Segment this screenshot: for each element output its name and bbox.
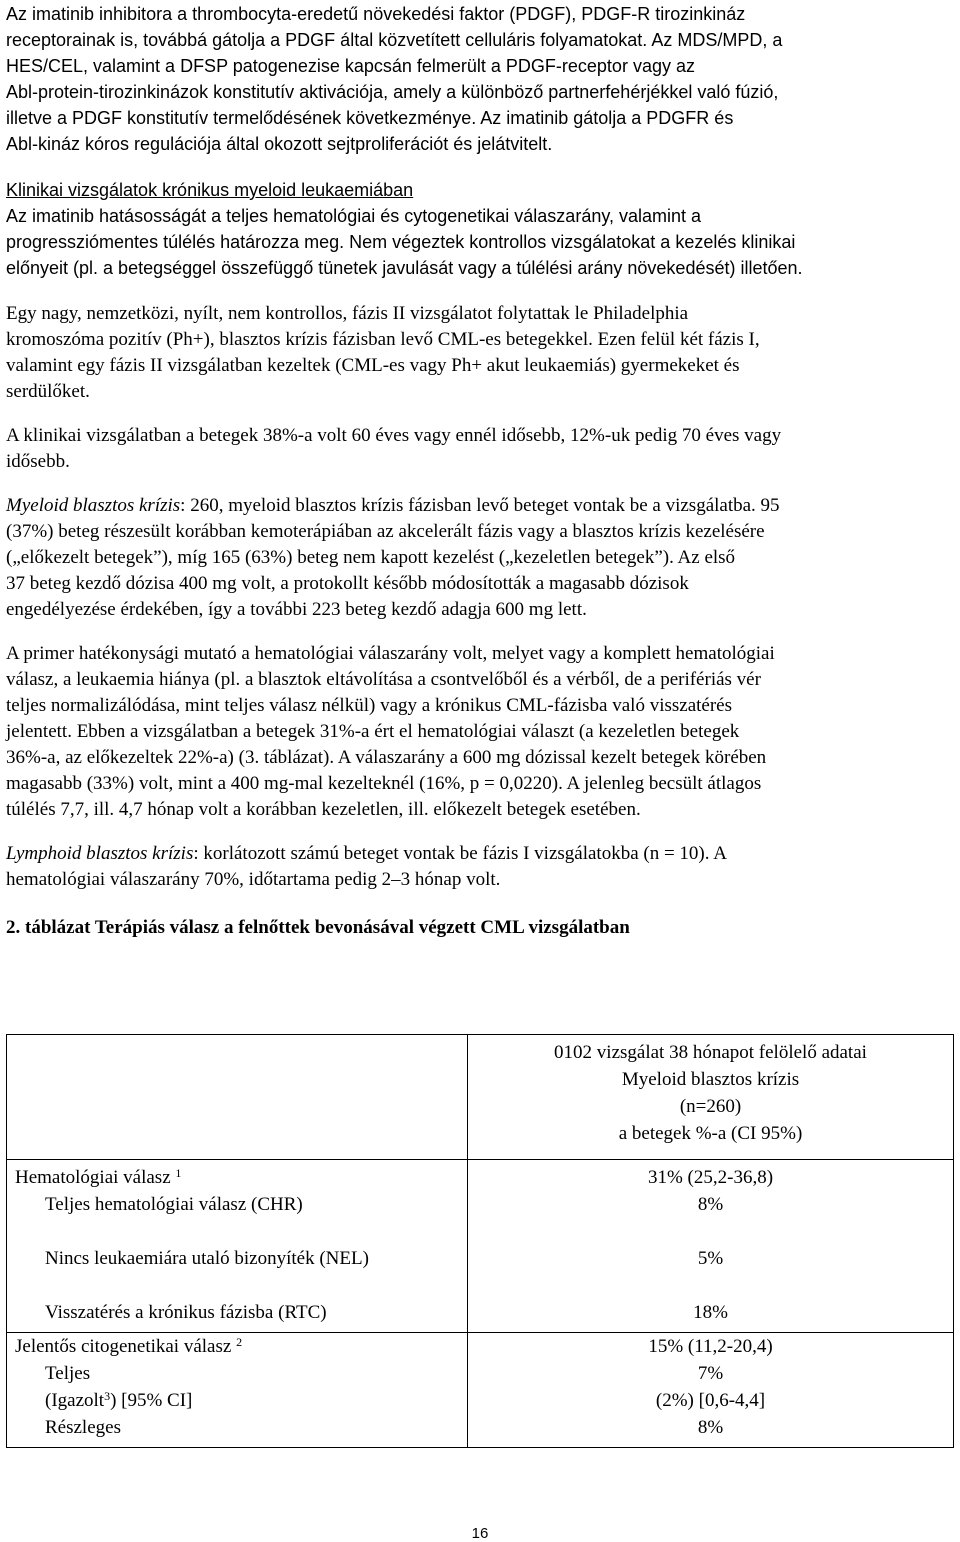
footnote-marker: 2 <box>236 1335 243 1349</box>
page-number: 16 <box>471 1525 489 1542</box>
text-line: teljes normalizálódása, mint teljes válasz nélkül) vagy a krónikus CML-fázisba való visszatérés <box>6 695 732 716</box>
row-labels-cell <box>7 1160 468 1333</box>
row-value: (2%) [0,6-4,4] <box>655 1390 766 1411</box>
italic-term: Myeloid blasztos krízis <box>6 495 181 516</box>
text-line: A klinikai vizsgálatban a betegek 38%-a volt 60 éves vagy ennél idősebb, 12%-uk pedig 70 éves vagy <box>6 425 782 446</box>
italic-term: Lymphoid blasztos krízis <box>6 843 194 864</box>
text-line: illetve a PDGF konstitutív termelődésének következménye. Az imatinib gátolja a PDGFR és <box>6 108 734 128</box>
text-line: A primer hatékonysági mutató a hematológiai válaszarány volt, melyet vagy a komplett hematológiai <box>6 643 775 664</box>
row-values-cell <box>468 1160 954 1333</box>
text-line <box>6 841 954 867</box>
paragraph-primary-endpoint <box>6 641 954 823</box>
section-heading: Klinikai vizsgálatok krónikus myeloid leukaemiában <box>6 180 414 200</box>
table-row <box>7 1333 954 1448</box>
text-line: hematológiai válaszarány 70%, időtartama pedig 2–3 hónap volt. <box>6 869 501 890</box>
row-label <box>15 1164 467 1191</box>
table-title: 2. táblázat Terápiás válasz a felnőttek bevonásával végzett CML vizsgálatban <box>6 917 630 938</box>
text-line: jelentett. Ebben a vizsgálatban a betegek 31%-a ért el hematológiai választ (a kezeletlen betegek <box>6 721 740 742</box>
row-label <box>15 1387 467 1414</box>
header-line: 0102 vizsgálat 38 hónapot felölelő adatai <box>554 1042 867 1063</box>
row-values-cell <box>468 1333 954 1448</box>
row-value: 8% <box>697 1417 724 1438</box>
text-line: (37%) beteg részesült korábban kemoterápiában az akcelerált fázis vagy a blasztos krízis kezelésére <box>6 521 765 542</box>
paragraph-age <box>6 423 954 475</box>
header-line: Myeloid blasztos krízis <box>621 1069 800 1090</box>
text-line: Egy nagy, nemzetközi, nyílt, nem kontrollos, fázis II vizsgálatot folytattak le Philadelphia <box>6 303 689 324</box>
row-label: Teljes <box>45 1363 91 1384</box>
text-line: serdülőket. <box>6 381 90 402</box>
document-page <box>6 0 954 1438</box>
row-value: 7% <box>697 1363 724 1384</box>
table-header-empty-cell <box>7 1035 468 1160</box>
text-line: válasz, a leukaemia hiánya (pl. a blasztok eltávolítása a csontvelőből és a vérből, de a perifériás vér <box>6 669 761 690</box>
row-label-text: (Igazolt <box>45 1390 105 1411</box>
paragraph-efficacy <box>6 203 954 281</box>
row-label: Visszatérés a krónikus fázisba (RTC) <box>45 1302 327 1323</box>
text-line: („előkezelt betegek”), míg 165 (63%) beteg nem kapott kezelést („kezeletlen betegek”). Az első <box>6 547 736 568</box>
row-label-text: Jelentős citogenetikai válasz <box>15 1336 232 1357</box>
row-value: 18% <box>693 1302 728 1323</box>
row-value: 5% <box>697 1248 724 1269</box>
header-line: (n=260) <box>679 1096 742 1117</box>
paragraph-phase2-study <box>6 301 954 405</box>
footnote-marker: 3 <box>104 1389 111 1403</box>
row-labels-cell <box>7 1333 468 1448</box>
row-label: Részleges <box>45 1417 121 1438</box>
row-label-text: Hematológiai válasz <box>15 1167 171 1188</box>
row-value: 8% <box>697 1194 724 1215</box>
text-line: Az imatinib inhibitora a thrombocyta-eredetű növekedési faktor (PDGF), PDGF-R tirozinkináz <box>6 4 746 24</box>
text-line: idősebb. <box>6 451 70 472</box>
row-label-text: ) [95% CI] <box>110 1390 193 1411</box>
row-value: 31% (25,2-36,8) <box>647 1167 774 1188</box>
text-line: magasabb (33%) volt, mint a 400 mg-mal kezelteknél (16%, p = 0,0220). A jelenleg becsült átlagos <box>6 773 762 794</box>
text-line: túlélés 7,7, ill. 4,7 hónap volt a korábban kezeletlen, ill. előkezelt betegek esetében. <box>6 799 641 820</box>
paragraph-lymphoid-crisis <box>6 841 954 893</box>
text-line: progressziómentes túlélés határozza meg. Nem végeztek kontrollos vizsgálatokat a kezelés klinikai <box>6 232 796 252</box>
intro-paragraph <box>6 0 954 157</box>
text-line: valamint egy fázis II vizsgálatban kezeltek (CML-es vagy Ph+ akut leukaemiás) gyermekeket és <box>6 355 740 376</box>
footnote-marker: 1 <box>175 1166 182 1180</box>
text-line: HES/CEL, valamint a DFSP patogenezise kapcsán felmerült a PDGF-receptor vagy az <box>6 56 695 76</box>
text-line: 36%-a, az előkezeltek 22%-a) (3. táblázat). A válaszarány a 600 mg dózissal kezelt betegek körében <box>6 747 767 768</box>
table-row <box>7 1160 954 1333</box>
row-value: 15% (11,2-20,4) <box>648 1336 773 1357</box>
row-label: Nincs leukaemiára utaló bizonyíték (NEL) <box>45 1248 369 1269</box>
row-label <box>15 1333 467 1360</box>
header-line: a betegek %-a (CI 95%) <box>618 1123 803 1144</box>
results-table <box>6 1034 954 1448</box>
text-line: Abl-protein-tirozinkinázok konstitutív aktivációja, amely a különböző partnerfehérjékkel való fúzió, <box>6 82 779 102</box>
text-line: Abl-kináz kóros regulációja által okozott sejtproliferációt és jelátvitelt. <box>6 134 553 154</box>
paragraph-myeloid-crisis <box>6 493 954 623</box>
text-line: Az imatinib hatásosságát a teljes hematológiai és cytogenetikai válaszarány, valamint a <box>6 206 702 226</box>
text-line: receptorainak is, továbbá gátolja a PDGF által közvetített celluláris folyamatokat. Az MDS/MPD, a <box>6 30 783 50</box>
text-line <box>6 493 954 519</box>
table-header-cell <box>468 1035 954 1160</box>
table-header-row <box>7 1035 954 1160</box>
row-label: Teljes hematológiai válasz (CHR) <box>45 1194 303 1215</box>
text-line: 37 beteg kezdő dózisa 400 mg volt, a protokollt később módosították a magasabb dózisok <box>6 573 689 594</box>
text-span: : 260, myeloid blasztos krízis fázisban levő beteget vontak be a vizsgálatba. 95 <box>180 495 780 516</box>
text-span: : korlátozott számú beteget vontak be fázis I vizsgálatokba (n = 10). A <box>193 843 727 864</box>
text-line: előnyeit (pl. a betegséggel összefüggő tünetek javulását vagy a túlélési arány növekedését) illetően. <box>6 258 803 278</box>
text-line: engedélyezése érdekében, így a további 223 beteg kezdő adagja 600 mg lett. <box>6 599 587 620</box>
text-line: kromoszóma pozitív (Ph+), blasztos krízis fázisban levő CML-es betegekkel. Ezen felül két fázis I, <box>6 329 760 350</box>
